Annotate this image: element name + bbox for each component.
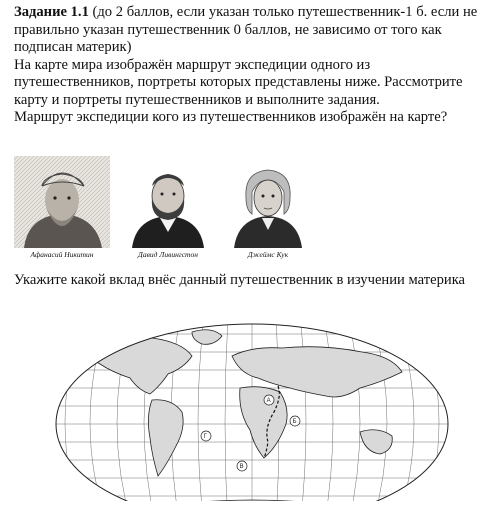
portrait-cook	[220, 156, 316, 259]
marker-label: Г	[203, 434, 207, 440]
world-map-figure	[42, 316, 462, 501]
task-text-block	[14, 4, 490, 127]
world-map	[42, 316, 462, 501]
portrait-bearded-icon	[120, 156, 216, 248]
task-2-block	[14, 272, 490, 290]
marker-label: Б	[292, 419, 297, 425]
portraits-row	[14, 156, 314, 268]
marker-label: А	[266, 398, 271, 404]
marker-label: В	[239, 464, 244, 470]
task-scoring-note: (до 2 баллов, если указан только путешественник-1 б. если не правильно указан путешественник 0 баллов, не зависимо от того как подписан материк)	[14, 4, 478, 55]
portrait-wig-icon	[220, 156, 316, 248]
portrait-caption: Афанасий Никитин	[30, 250, 94, 259]
portrait-turban-icon	[14, 156, 110, 248]
portrait-livingstone	[120, 156, 216, 259]
portrait-nikitin	[14, 156, 110, 259]
task-intro: На карте мира изображён маршрут экспедиции одного из путешественников, портреты которых представлены ниже. Рассмотрите карту и портреты путешественников и выполните задания.	[14, 56, 463, 108]
task-2-prompt: Укажите какой вклад внёс данный путешественник в изучении материка	[14, 272, 466, 288]
portrait-caption: Давид Ливингстон	[138, 250, 198, 259]
portrait-caption: Джеймс Кук	[247, 250, 289, 259]
task-heading: Задание 1.1	[14, 4, 89, 20]
task-question: Маршрут экспедиции кого из путешественников изображён на карте?	[14, 109, 448, 125]
